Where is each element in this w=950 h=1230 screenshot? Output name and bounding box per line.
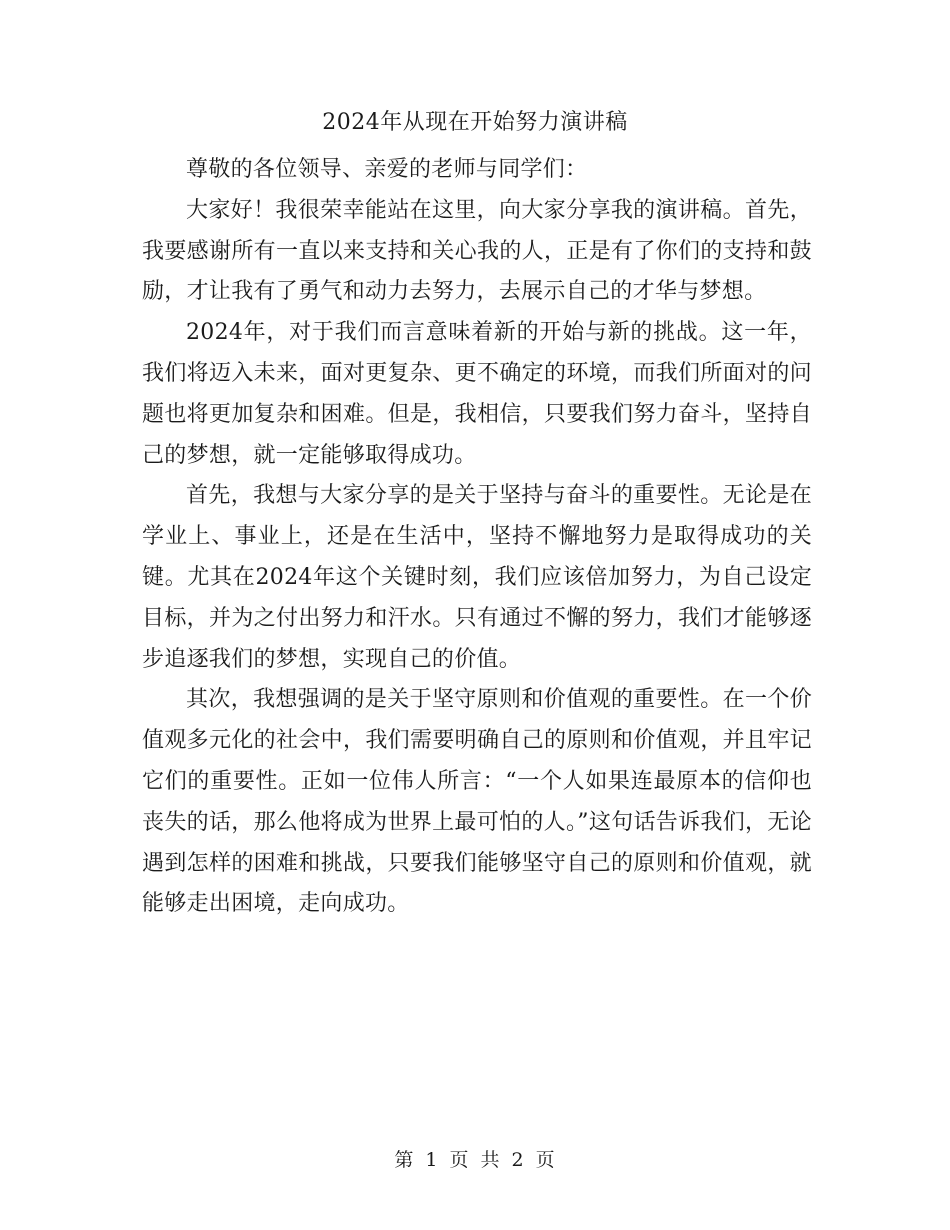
body-paragraph: 首先，我想与大家分享的是关于坚持与奋斗的重要性。无论是在学业上、事业上，还是在生活中，坚持不懈地努力是取得成功的关键。尤其在2024年这个关键时刻，我们应该倍加努力，为自己设定目标，并为之付出努力和汗水。只有通过不懈的努力，我们才能够逐步追逐我们的梦想，实现自己的价值。: [142, 483, 812, 672]
body-paragraph: 2024年，对于我们而言意味着新的开始与新的挑战。这一年，我们将迈入未来，面对更复杂、更不确定的环境，而我们所面对的问题也将更加复杂和困难。但是，我相信，只要我们努力奋斗，坚持自己的梦想，就一定能够取得成功。: [142, 320, 812, 468]
salutation-paragraph: 尊敬的各位领导、亲爱的老师与同学们：: [186, 157, 588, 182]
body-paragraph: 其次，我想强调的是关于坚守原则和价值观的重要性。在一个价值观多元化的社会中，我们需要明确自己的原则和价值观，并且牢记它们的重要性。正如一位伟人所言：“一个人如果连最原本的信仰也丧失的话，那么他将成为世界上最可怕的人。”这句话告诉我们，无论遇到怎样的困难和挑战，只要我们能够坚守自己的原则和价值观，就能够走出困境，走向成功。: [142, 687, 812, 917]
body-paragraph: 大家好！我很荣幸能站在这里，向大家分享我的演讲稿。首先，我要感谢所有一直以来支持和关心我的人，正是有了你们的支持和鼓励，才让我有了勇气和动力去努力，去展示自己的才华与梦想。: [142, 197, 812, 305]
page-number-footer: 第 1 页 共 2 页: [394, 1149, 556, 1171]
document-title: 2024年从现在开始努力演讲稿: [322, 110, 628, 135]
document-body: [142, 150, 812, 925]
